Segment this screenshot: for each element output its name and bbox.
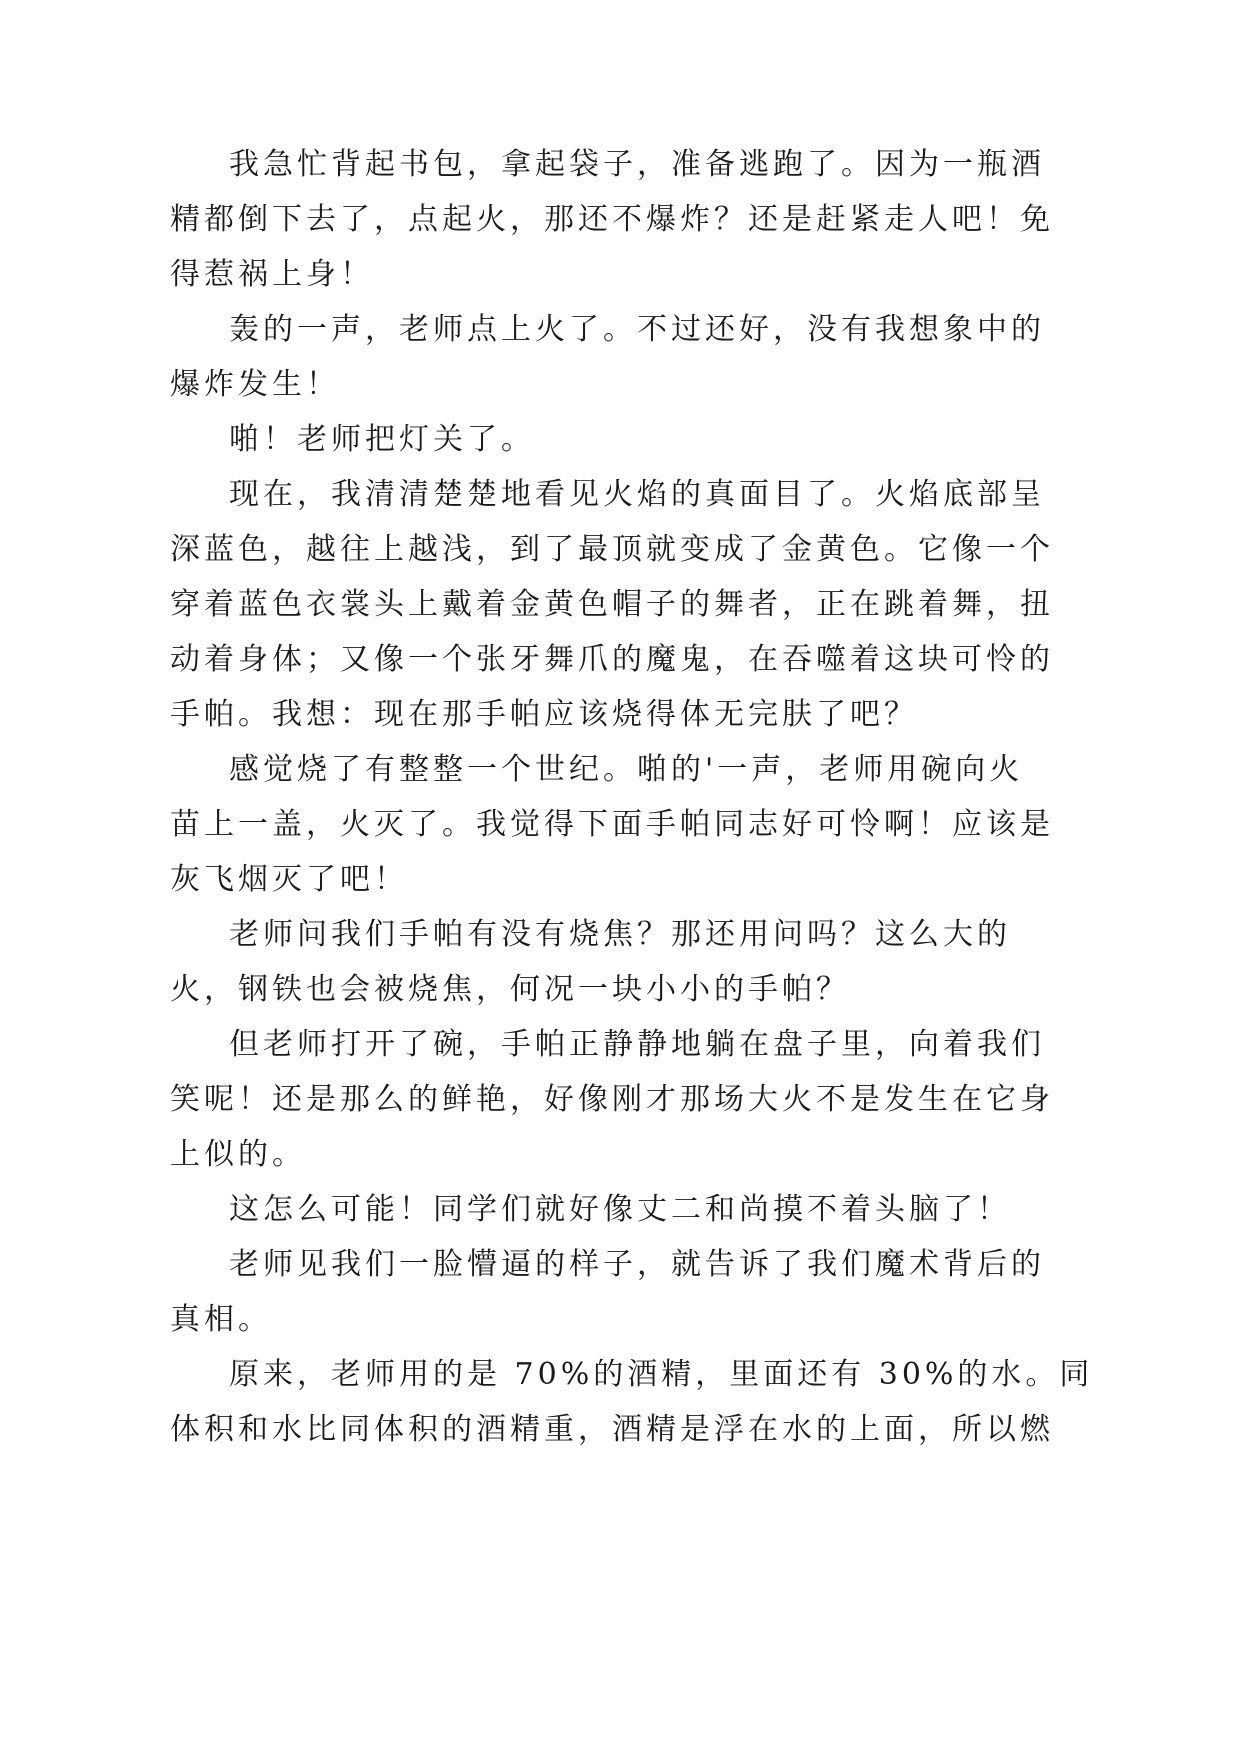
- text-line: 灰飞烟灭了吧！: [170, 862, 408, 897]
- text-line: 老师问我们手帕有没有烧焦？那还用问吗？这么大的: [229, 917, 1011, 952]
- text-line: 真相。: [170, 1302, 272, 1337]
- text-line: 穿着蓝色衣裳头上戴着金黄色帽子的舞者，正在跳着舞，扭: [170, 587, 1054, 622]
- text-line: 火，钢铁也会被烧焦，何况一块小小的手帕？: [170, 972, 850, 1007]
- text-line: 这怎么可能！同学们就好像丈二和尚摸不着头脑了！: [229, 1192, 1011, 1227]
- text-line: 体积和水比同体积的酒精重，酒精是浮在水的上面，所以燃: [170, 1412, 1054, 1447]
- text-line: 我急忙背起书包，拿起袋子，准备逃跑了。因为一瓶酒: [229, 147, 1045, 182]
- text-line: 得惹祸上身！: [170, 257, 374, 292]
- text-line: 原来，老师用的是 70%的酒精，里面还有 30%的水。同: [229, 1357, 1094, 1392]
- text-line: 但老师打开了碗，手帕正静静地躺在盘子里，向着我们: [229, 1027, 1045, 1062]
- text-line: 啪！老师把灯关了。: [229, 422, 535, 457]
- text-line: 笑呢！还是那么的鲜艳，好像刚才那场大火不是发生在它身: [170, 1082, 1054, 1117]
- text-line: 动着身体；又像一个张牙舞爪的魔鬼，在吞噬着这块可怜的: [170, 642, 1054, 677]
- text-line: 感觉烧了有整整一个世纪。啪的'一声，老师用碗向火: [229, 752, 1024, 787]
- text-line: 现在，我清清楚楚地看见火焰的真面目了。火焰底部呈: [229, 477, 1045, 512]
- text-line: 上似的。: [170, 1137, 306, 1172]
- text-line: 老师见我们一脸懵逼的样子，就告诉了我们魔术背后的: [229, 1247, 1045, 1282]
- text-line: 苗上一盖，火灭了。我觉得下面手帕同志好可怜啊！应该是: [170, 807, 1054, 842]
- text-line: 手帕。我想：现在那手帕应该烧得体无完肤了吧？: [170, 697, 918, 732]
- text-line: 轰的一声，老师点上火了。不过还好，没有我想象中的: [229, 312, 1045, 347]
- text-line: 深蓝色，越往上越浅，到了最顶就变成了金黄色。它像一个: [170, 532, 1054, 567]
- text-line: 精都倒下去了，点起火，那还不爆炸？还是赶紧走人吧！免: [170, 202, 1054, 237]
- text-line: 爆炸发生！: [170, 367, 340, 402]
